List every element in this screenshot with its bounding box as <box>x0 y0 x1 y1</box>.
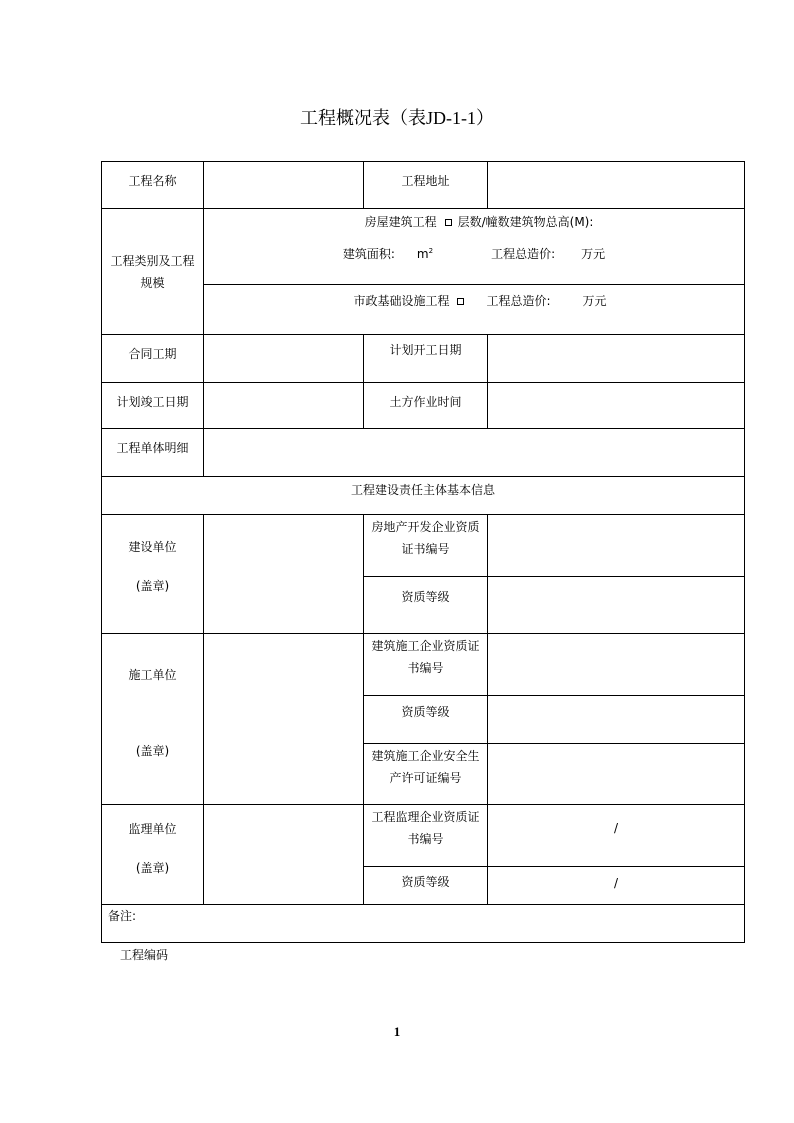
con-grade-label: 资质等级 <box>364 696 488 744</box>
sup-cert-field[interactable] <box>488 805 745 867</box>
municipal-cost-unit: 万元 <box>582 294 607 308</box>
supervision-unit-field[interactable] <box>204 805 364 905</box>
page-title: 工程概况表（表JD-1-1） <box>300 108 494 128</box>
con-cert-label: 建筑施工企业资质证 书编号 <box>364 634 488 696</box>
construction-unit-label: 施工单位 (盖章) <box>102 634 204 805</box>
project-name-field[interactable] <box>204 162 364 209</box>
contract-period-label: 合同工期 <box>102 335 204 383</box>
responsible-info-header: 工程建设责任主体基本信息 <box>102 477 745 515</box>
building-works-cell <box>204 209 745 285</box>
building-works-checkbox[interactable] <box>445 219 452 226</box>
project-overview-table <box>101 161 745 943</box>
sup-cert-label: 工程监理企业资质证 书编号 <box>364 805 488 867</box>
re-cert-label: 房地产开发企业资质 证书编号 <box>364 515 488 577</box>
client-unit-label: 建设单位 (盖章) <box>102 515 204 634</box>
earthwork-time-field[interactable] <box>488 383 745 429</box>
client-grade-label: 资质等级 <box>364 577 488 634</box>
building-works-label: 房屋建筑工程 <box>364 215 437 229</box>
con-grade-field[interactable] <box>488 696 745 744</box>
planned-start-field[interactable] <box>488 335 745 383</box>
safety-license-label: 建筑施工企业安全生 产许可证编号 <box>364 744 488 805</box>
re-cert-field[interactable] <box>488 515 745 577</box>
project-address-field[interactable] <box>488 162 745 209</box>
category-scale-label: 工程类别及工程 规模 <box>102 209 204 335</box>
project-code-label: 工程编码 <box>120 948 169 962</box>
sup-grade-value: / <box>613 876 619 890</box>
contract-period-field[interactable] <box>204 335 364 383</box>
remarks-cell[interactable] <box>102 905 745 943</box>
con-cert-field[interactable] <box>488 634 745 696</box>
planned-completion-field[interactable] <box>204 383 364 429</box>
municipal-works-checkbox[interactable] <box>457 298 464 305</box>
cost-unit: 万元 <box>581 247 606 261</box>
sup-grade-label: 资质等级 <box>364 867 488 905</box>
unit-details-field[interactable] <box>204 429 745 477</box>
unit-details-label: 工程单体明细 <box>102 429 204 477</box>
client-unit-field[interactable] <box>204 515 364 634</box>
client-grade-field[interactable] <box>488 577 745 634</box>
floor-area-label: 建筑面积: <box>342 247 395 261</box>
area-unit: $m^2$ <box>416 247 434 261</box>
total-cost-label: 工程总造价: <box>491 247 556 261</box>
project-address-label: 工程地址 <box>364 162 488 209</box>
project-name-label: 工程名称 <box>102 162 204 209</box>
safety-license-field[interactable] <box>488 744 745 805</box>
floors-height-label: 层数/幢数建筑物总高(M): <box>457 215 594 229</box>
municipal-works-label: 市政基础设施工程 <box>353 294 450 308</box>
sup-grade-field[interactable] <box>488 867 745 905</box>
planned-completion-label: 计划竣工日期 <box>102 383 204 429</box>
planned-start-label: 计划开工日期 <box>364 335 488 383</box>
page-number: 1 <box>393 1024 401 1039</box>
construction-unit-field[interactable] <box>204 634 364 805</box>
supervision-unit-label: 监理单位 (盖章) <box>102 805 204 905</box>
municipal-works-cell <box>204 285 745 335</box>
remarks-label: 备注: <box>108 909 137 923</box>
sup-cert-value: / <box>613 821 619 835</box>
earthwork-time-label: 土方作业时间 <box>364 383 488 429</box>
municipal-total-cost-label: 工程总造价: <box>486 294 551 308</box>
